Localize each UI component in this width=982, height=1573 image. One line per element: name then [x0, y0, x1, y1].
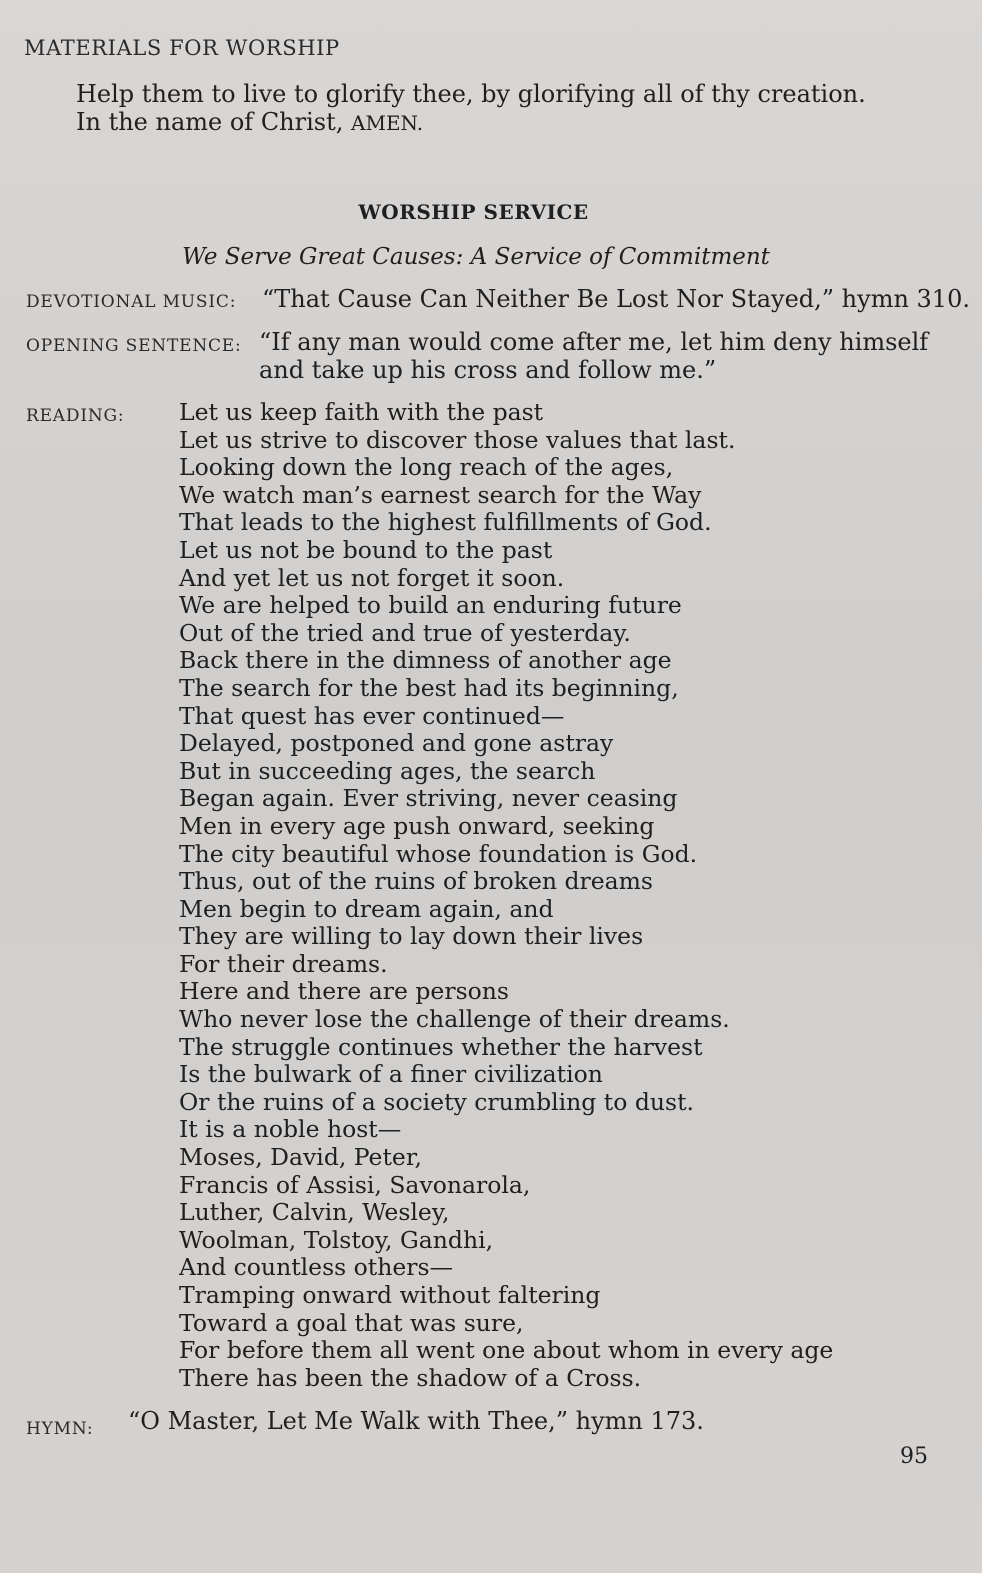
- reading-line: Toward a goal that was sure,: [179, 1308, 524, 1337]
- reading-line: Francis of Assisi, Savonarola,: [179, 1170, 531, 1199]
- amen-word: AMEN.: [351, 111, 424, 135]
- reading-line: We watch man’s earnest search for the Way: [179, 480, 702, 509]
- reading-line: Who never lose the challenge of their dreams.: [179, 1005, 730, 1034]
- hymn-text: “O Master, Let Me Walk with Thee,” hymn 173.: [128, 1407, 704, 1435]
- reading-line: Looking down the long reach of the ages,: [179, 453, 674, 482]
- reading-line: There has been the shadow of a Cross.: [179, 1363, 642, 1392]
- reading-line: And yet let us not forget it soon.: [179, 563, 565, 592]
- reading-line: Woolman, Tolstoy, Gandhi,: [179, 1225, 494, 1254]
- devotional-music-label: DEVOTIONAL MUSIC:: [26, 292, 237, 312]
- reading-line: Let us not be bound to the past: [179, 535, 553, 564]
- reading-line: Let us keep faith with the past: [179, 398, 544, 426]
- prayer-line-1: Help them to live to glorify thee, by glorifying all of thy creation.: [76, 80, 866, 108]
- reading-line: That leads to the highest fulfillments of God.: [179, 508, 712, 537]
- reading-line: Luther, Calvin, Wesley,: [179, 1198, 450, 1227]
- reading-line: Here and there are persons: [179, 977, 509, 1006]
- reading-line: That quest has ever continued—: [179, 701, 565, 730]
- devotional-music-text: “That Cause Can Neither Be Lost Nor Stayed,” hymn 310.: [262, 285, 970, 313]
- reading-line: Moses, David, Peter,: [179, 1143, 422, 1172]
- reading-line: Tramping onward without faltering: [179, 1281, 601, 1309]
- reading-line: It is a noble host—: [179, 1115, 402, 1144]
- opening-sentence-text: “If any man would come after me, let him deny himself and take up his cross and follow me.”: [259, 328, 929, 384]
- reading-line: Or the ruins of a society crumbling to dust.: [179, 1087, 695, 1116]
- closing-prayer: [76, 80, 866, 137]
- reading-line: We are helped to build an enduring future: [179, 591, 682, 620]
- reading-line: Delayed, postponed and gone astray: [179, 729, 614, 758]
- reading-line: Is the bulwark of a finer civilization: [179, 1060, 603, 1089]
- reading-line: Back there in the dimness of another age: [179, 646, 672, 675]
- page-number: 95: [900, 1444, 928, 1469]
- reading-label: READING:: [26, 406, 125, 426]
- hymn-label: HYMN:: [26, 1419, 94, 1439]
- reading-line: Let us strive to discover those values that last.: [179, 425, 736, 454]
- reading-line: The search for the best had its beginning,: [179, 673, 679, 702]
- prayer-line-2: [76, 108, 866, 137]
- running-head: MATERIALS FOR WORSHIP: [24, 36, 340, 60]
- reading-line: They are willing to lay down their lives: [179, 922, 644, 951]
- service-title: WORSHIP SERVICE: [358, 200, 589, 224]
- prayer-closing: In the name of Christ,: [76, 108, 344, 136]
- reading-line: For before them all went one about whom in every age: [179, 1336, 834, 1365]
- opening-sentence-label: OPENING SENTENCE:: [26, 336, 242, 356]
- reading-line: Began again. Ever striving, never ceasing: [179, 784, 678, 813]
- reading-line: Thus, out of the ruins of broken dreams: [179, 867, 653, 896]
- reading-line: Men in every age push onward, seeking: [179, 811, 655, 840]
- reading-line: Out of the tried and true of yesterday.: [179, 618, 631, 647]
- reading-line: And countless others—: [179, 1253, 454, 1282]
- reading-line: But in succeeding ages, the search: [179, 756, 596, 785]
- reading-line: Men begin to dream again, and: [179, 894, 554, 923]
- reading-line: For their dreams.: [179, 949, 388, 978]
- reading-line: The city beautiful whose foundation is God.: [179, 839, 698, 868]
- reading-line: The struggle continues whether the harvest: [179, 1032, 703, 1061]
- reading-lines: [179, 399, 833, 1392]
- service-subtitle: We Serve Great Causes: A Service of Commitment: [182, 244, 770, 270]
